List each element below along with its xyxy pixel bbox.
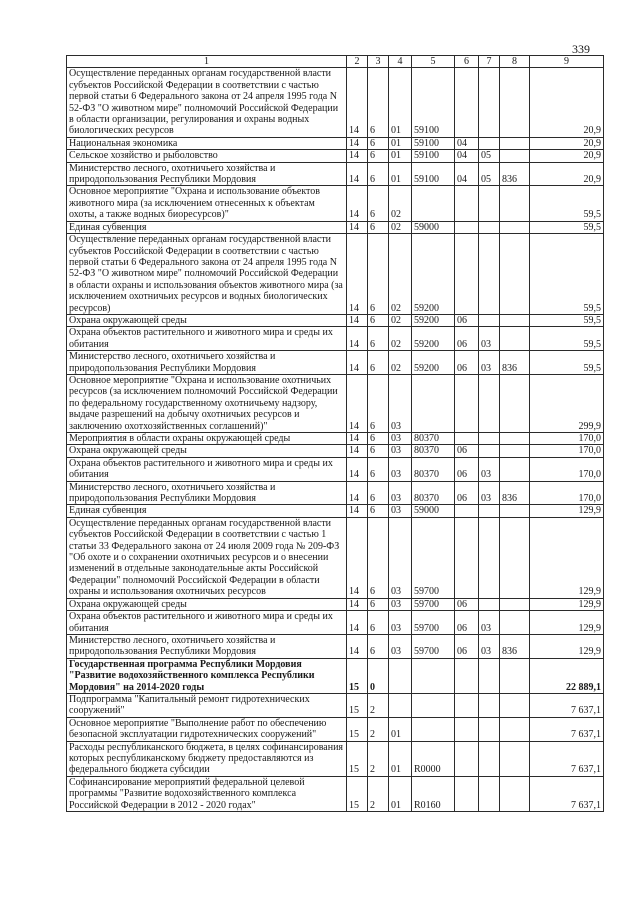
code-cell: 14 bbox=[347, 314, 368, 326]
code-cell: 80370 bbox=[412, 457, 455, 481]
code-cell: 6 bbox=[368, 505, 389, 517]
code-cell: 6 bbox=[368, 150, 389, 162]
header-row bbox=[67, 56, 604, 68]
code-cell bbox=[455, 693, 479, 717]
row-name: Охрана окружающей среды bbox=[67, 314, 347, 326]
table-row bbox=[67, 137, 604, 149]
code-cell: 03 bbox=[389, 598, 412, 610]
table-body bbox=[67, 68, 604, 812]
code-cell: 14 bbox=[347, 445, 368, 457]
code-cell bbox=[455, 433, 479, 445]
code-cell bbox=[479, 433, 500, 445]
code-cell: 03 bbox=[389, 445, 412, 457]
row-name: Основное мероприятие "Выполнение работ по обеспечению безопасной эксплуатации гидротехнических сооружений" bbox=[67, 717, 347, 741]
code-cell: 59200 bbox=[412, 314, 455, 326]
amount-cell: 59,5 bbox=[530, 314, 604, 326]
table-row bbox=[67, 374, 604, 432]
code-cell: 14 bbox=[347, 634, 368, 658]
code-cell: 2 bbox=[368, 741, 389, 776]
code-cell: 15 bbox=[347, 693, 368, 717]
code-cell bbox=[500, 374, 530, 432]
amount-cell: 129,9 bbox=[530, 517, 604, 598]
code-cell bbox=[500, 186, 530, 221]
code-cell bbox=[479, 445, 500, 457]
code-cell bbox=[500, 68, 530, 137]
code-cell: 05 bbox=[479, 150, 500, 162]
table-row bbox=[67, 150, 604, 162]
table-row bbox=[67, 186, 604, 221]
code-cell bbox=[455, 658, 479, 693]
column-header: 3 bbox=[368, 56, 389, 68]
table-row bbox=[67, 693, 604, 717]
code-cell bbox=[412, 374, 455, 432]
code-cell bbox=[479, 598, 500, 610]
column-header: 1 bbox=[67, 56, 347, 68]
code-cell bbox=[500, 717, 530, 741]
table-row bbox=[67, 162, 604, 186]
code-cell: 14 bbox=[347, 374, 368, 432]
code-cell: 06 bbox=[455, 598, 479, 610]
code-cell: 6 bbox=[368, 137, 389, 149]
code-cell bbox=[479, 517, 500, 598]
amount-cell: 129,9 bbox=[530, 505, 604, 517]
code-cell: 01 bbox=[389, 137, 412, 149]
code-cell bbox=[479, 505, 500, 517]
row-name: Охрана объектов растительного и животного мира и среды их обитания bbox=[67, 327, 347, 351]
row-name: Национальная экономика bbox=[67, 137, 347, 149]
code-cell: 14 bbox=[347, 351, 368, 375]
code-cell bbox=[455, 186, 479, 221]
code-cell bbox=[500, 234, 530, 315]
code-cell bbox=[479, 186, 500, 221]
row-name: Осуществление переданных органам государственной власти субъектов Российской Федерации в соответствии с частью первой статьи 6 Федерального закона от 24 апреля 1995 года N 52-ФЗ "О животном мире" полномочий Российской Федерации в области организации, регулирования и охраны водных биологических ресурсов bbox=[67, 68, 347, 137]
row-name: Охрана объектов растительного и животного мира и среды их обитания bbox=[67, 611, 347, 635]
amount-cell: 170,0 bbox=[530, 481, 604, 505]
code-cell: 836 bbox=[500, 162, 530, 186]
code-cell: 03 bbox=[479, 634, 500, 658]
code-cell: 03 bbox=[389, 517, 412, 598]
row-name: Охрана объектов растительного и животного мира и среды их обитания bbox=[67, 457, 347, 481]
table-row bbox=[67, 741, 604, 776]
code-cell: 14 bbox=[347, 517, 368, 598]
table-row bbox=[67, 433, 604, 445]
code-cell: 04 bbox=[455, 150, 479, 162]
table-row bbox=[67, 234, 604, 315]
code-cell bbox=[479, 741, 500, 776]
code-cell bbox=[479, 314, 500, 326]
code-cell bbox=[500, 505, 530, 517]
amount-cell: 7 637,1 bbox=[530, 693, 604, 717]
code-cell bbox=[479, 374, 500, 432]
code-cell bbox=[500, 137, 530, 149]
code-cell: 836 bbox=[500, 634, 530, 658]
amount-cell: 59,5 bbox=[530, 186, 604, 221]
code-cell: 59100 bbox=[412, 150, 455, 162]
code-cell: 03 bbox=[479, 611, 500, 635]
code-cell: 6 bbox=[368, 433, 389, 445]
code-cell: 03 bbox=[479, 457, 500, 481]
row-name: Осуществление переданных органам государственной власти субъектов Российской Федерации в соответствии с частью 1 статьи 33 Федерального закона от 24 июля 2009 года № 209-ФЗ "Об охоте и о сохранении охотничьих ресурсов и о внесении изменений в отдельные законодательные акты Российской Федерации" полномочий Российской Федерации в области охраны и использования охотничьих ресурсов bbox=[67, 517, 347, 598]
amount-cell: 129,9 bbox=[530, 598, 604, 610]
code-cell: 14 bbox=[347, 611, 368, 635]
row-name: Основное мероприятие "Охрана и использование охотничьих ресурсов (за исключением полномочий Российской Федерации по федеральному государственному охотничьему надзору, выдаче разрешений на добычу охотничьих ресурсов и заключению охотхозяйственных соглашений)" bbox=[67, 374, 347, 432]
table-row bbox=[67, 776, 604, 811]
column-header: 5 bbox=[412, 56, 455, 68]
code-cell: 6 bbox=[368, 314, 389, 326]
code-cell: 03 bbox=[389, 433, 412, 445]
code-cell: 6 bbox=[368, 457, 389, 481]
code-cell bbox=[479, 658, 500, 693]
code-cell: 03 bbox=[389, 374, 412, 432]
row-name: Охрана окружающей среды bbox=[67, 598, 347, 610]
column-header: 7 bbox=[479, 56, 500, 68]
budget-table bbox=[66, 55, 604, 812]
code-cell: 14 bbox=[347, 186, 368, 221]
code-cell bbox=[479, 68, 500, 137]
code-cell: 06 bbox=[455, 351, 479, 375]
code-cell: 14 bbox=[347, 137, 368, 149]
code-cell bbox=[455, 776, 479, 811]
code-cell bbox=[455, 68, 479, 137]
row-name: Единая субвенция bbox=[67, 221, 347, 233]
code-cell: 03 bbox=[479, 481, 500, 505]
code-cell: 6 bbox=[368, 517, 389, 598]
code-cell bbox=[500, 457, 530, 481]
code-cell: 59700 bbox=[412, 598, 455, 610]
code-cell: R0160 bbox=[412, 776, 455, 811]
code-cell: 03 bbox=[389, 457, 412, 481]
code-cell: 06 bbox=[455, 327, 479, 351]
code-cell: 03 bbox=[479, 351, 500, 375]
code-cell bbox=[455, 517, 479, 598]
code-cell bbox=[500, 517, 530, 598]
table-row bbox=[67, 658, 604, 693]
code-cell bbox=[412, 693, 455, 717]
table-row bbox=[67, 221, 604, 233]
code-cell: 01 bbox=[389, 162, 412, 186]
code-cell: 59200 bbox=[412, 234, 455, 315]
code-cell: 6 bbox=[368, 221, 389, 233]
code-cell bbox=[389, 658, 412, 693]
code-cell: 6 bbox=[368, 634, 389, 658]
code-cell: 6 bbox=[368, 327, 389, 351]
code-cell: 01 bbox=[389, 68, 412, 137]
table-row bbox=[67, 68, 604, 137]
code-cell: 06 bbox=[455, 457, 479, 481]
code-cell: 02 bbox=[389, 314, 412, 326]
code-cell: 14 bbox=[347, 162, 368, 186]
code-cell: R0000 bbox=[412, 741, 455, 776]
code-cell bbox=[500, 221, 530, 233]
code-cell bbox=[455, 234, 479, 315]
code-cell bbox=[479, 137, 500, 149]
code-cell: 14 bbox=[347, 505, 368, 517]
amount-cell: 20,9 bbox=[530, 68, 604, 137]
code-cell: 2 bbox=[368, 776, 389, 811]
code-cell: 59700 bbox=[412, 634, 455, 658]
code-cell: 6 bbox=[368, 481, 389, 505]
code-cell: 6 bbox=[368, 374, 389, 432]
table-row bbox=[67, 445, 604, 457]
code-cell: 14 bbox=[347, 457, 368, 481]
code-cell: 6 bbox=[368, 68, 389, 137]
code-cell: 02 bbox=[389, 186, 412, 221]
amount-cell: 59,5 bbox=[530, 351, 604, 375]
amount-cell: 59,5 bbox=[530, 234, 604, 315]
code-cell: 6 bbox=[368, 351, 389, 375]
table-row bbox=[67, 457, 604, 481]
code-cell: 03 bbox=[389, 634, 412, 658]
code-cell: 02 bbox=[389, 221, 412, 233]
code-cell: 59100 bbox=[412, 162, 455, 186]
code-cell: 05 bbox=[479, 162, 500, 186]
code-cell: 15 bbox=[347, 741, 368, 776]
row-name: Основное мероприятие "Охрана и использование объектов животного мира (за исключением отнесенных к объектам охоты, а также водных биоресурсов)" bbox=[67, 186, 347, 221]
code-cell bbox=[455, 741, 479, 776]
code-cell bbox=[479, 776, 500, 811]
code-cell bbox=[500, 658, 530, 693]
code-cell bbox=[455, 374, 479, 432]
code-cell: 2 bbox=[368, 717, 389, 741]
code-cell: 15 bbox=[347, 717, 368, 741]
code-cell: 6 bbox=[368, 598, 389, 610]
code-cell bbox=[500, 433, 530, 445]
code-cell bbox=[479, 717, 500, 741]
code-cell bbox=[479, 234, 500, 315]
amount-cell: 20,9 bbox=[530, 162, 604, 186]
code-cell: 03 bbox=[389, 505, 412, 517]
row-name: Министерство лесного, охотничьего хозяйства и природопользования Республики Мордовия bbox=[67, 351, 347, 375]
amount-cell: 7 637,1 bbox=[530, 741, 604, 776]
code-cell bbox=[500, 314, 530, 326]
code-cell: 836 bbox=[500, 481, 530, 505]
code-cell: 59700 bbox=[412, 611, 455, 635]
row-name: Мероприятия в области охраны окружающей среды bbox=[67, 433, 347, 445]
row-name: Министерство лесного, охотничьего хозяйства и природопользования Республики Мордовия bbox=[67, 481, 347, 505]
table-row bbox=[67, 634, 604, 658]
code-cell: 01 bbox=[389, 717, 412, 741]
code-cell: 80370 bbox=[412, 445, 455, 457]
code-cell bbox=[500, 611, 530, 635]
code-cell: 59100 bbox=[412, 137, 455, 149]
column-header: 9 bbox=[530, 56, 604, 68]
code-cell: 2 bbox=[368, 693, 389, 717]
code-cell: 02 bbox=[389, 234, 412, 315]
table-row bbox=[67, 351, 604, 375]
code-cell: 15 bbox=[347, 776, 368, 811]
table-row bbox=[67, 717, 604, 741]
amount-cell: 59,5 bbox=[530, 221, 604, 233]
code-cell bbox=[500, 327, 530, 351]
amount-cell: 7 637,1 bbox=[530, 717, 604, 741]
code-cell bbox=[389, 693, 412, 717]
code-cell: 59100 bbox=[412, 68, 455, 137]
code-cell bbox=[455, 221, 479, 233]
code-cell: 03 bbox=[389, 611, 412, 635]
code-cell: 06 bbox=[455, 634, 479, 658]
code-cell bbox=[500, 693, 530, 717]
code-cell: 59700 bbox=[412, 517, 455, 598]
amount-cell: 129,9 bbox=[530, 611, 604, 635]
amount-cell: 20,9 bbox=[530, 137, 604, 149]
table-row bbox=[67, 598, 604, 610]
code-cell: 836 bbox=[500, 351, 530, 375]
code-cell bbox=[479, 693, 500, 717]
code-cell: 04 bbox=[455, 137, 479, 149]
code-cell: 0 bbox=[368, 658, 389, 693]
row-name: Осуществление переданных органам государственной власти субъектов Российской Федерации в соответствии с частью первой статьи 6 Федерального закона от 24 апреля 1995 года N 52-ФЗ "О животном мире" полномочий Российской Федерации в области охраны и использования объектов животного мира (за исключением охотничьих ресурсов и водных биологических ресурсов) bbox=[67, 234, 347, 315]
code-cell: 14 bbox=[347, 481, 368, 505]
column-header: 2 bbox=[347, 56, 368, 68]
amount-cell: 7 637,1 bbox=[530, 776, 604, 811]
table-row bbox=[67, 505, 604, 517]
code-cell: 14 bbox=[347, 234, 368, 315]
code-cell: 6 bbox=[368, 445, 389, 457]
code-cell: 06 bbox=[455, 481, 479, 505]
code-cell: 14 bbox=[347, 68, 368, 137]
code-cell bbox=[412, 186, 455, 221]
code-cell bbox=[479, 221, 500, 233]
row-name: Министерство лесного, охотничьего хозяйства и природопользования Республики Мордовия bbox=[67, 162, 347, 186]
code-cell: 80370 bbox=[412, 481, 455, 505]
table-row bbox=[67, 314, 604, 326]
code-cell bbox=[500, 445, 530, 457]
amount-cell: 170,0 bbox=[530, 445, 604, 457]
code-cell: 14 bbox=[347, 327, 368, 351]
code-cell: 15 bbox=[347, 658, 368, 693]
code-cell: 06 bbox=[455, 314, 479, 326]
code-cell: 02 bbox=[389, 327, 412, 351]
code-cell: 06 bbox=[455, 445, 479, 457]
code-cell: 14 bbox=[347, 221, 368, 233]
row-name: Министерство лесного, охотничьего хозяйства и природопользования Республики Мордовия bbox=[67, 634, 347, 658]
code-cell: 59200 bbox=[412, 351, 455, 375]
code-cell: 59200 bbox=[412, 327, 455, 351]
code-cell: 59000 bbox=[412, 221, 455, 233]
code-cell: 01 bbox=[389, 776, 412, 811]
code-cell: 6 bbox=[368, 611, 389, 635]
code-cell: 01 bbox=[389, 150, 412, 162]
amount-cell: 170,0 bbox=[530, 433, 604, 445]
table-row bbox=[67, 517, 604, 598]
code-cell: 6 bbox=[368, 234, 389, 315]
table-row bbox=[67, 481, 604, 505]
row-name: Расходы республиканского бюджета, в целях софинансирования которых республиканскому бюджету предоставляются из федерального бюджета субсидии bbox=[67, 741, 347, 776]
amount-cell: 129,9 bbox=[530, 634, 604, 658]
table-row bbox=[67, 611, 604, 635]
column-header: 4 bbox=[389, 56, 412, 68]
code-cell: 80370 bbox=[412, 433, 455, 445]
code-cell: 6 bbox=[368, 186, 389, 221]
page-number: 339 bbox=[572, 42, 590, 56]
code-cell bbox=[500, 598, 530, 610]
code-cell: 04 bbox=[455, 162, 479, 186]
code-cell: 01 bbox=[389, 741, 412, 776]
code-cell: 59000 bbox=[412, 505, 455, 517]
amount-cell: 170,0 bbox=[530, 457, 604, 481]
code-cell: 03 bbox=[479, 327, 500, 351]
amount-cell: 59,5 bbox=[530, 327, 604, 351]
amount-cell: 20,9 bbox=[530, 150, 604, 162]
row-name: Софинансирование мероприятий федеральной целевой программы "Развитие водохозяйственного комплекса Российской Федерации в 2012 - 2020 годах" bbox=[67, 776, 347, 811]
code-cell: 02 bbox=[389, 351, 412, 375]
table-row bbox=[67, 327, 604, 351]
code-cell: 14 bbox=[347, 150, 368, 162]
code-cell: 6 bbox=[368, 162, 389, 186]
row-name: Подпрограмма "Капитальный ремонт гидротехнических сооружений" bbox=[67, 693, 347, 717]
code-cell: 14 bbox=[347, 598, 368, 610]
code-cell: 14 bbox=[347, 433, 368, 445]
code-cell: 03 bbox=[389, 481, 412, 505]
row-name: Сельское хозяйство и рыболовство bbox=[67, 150, 347, 162]
row-name: Охрана окружающей среды bbox=[67, 445, 347, 457]
amount-cell: 299,9 bbox=[530, 374, 604, 432]
code-cell bbox=[455, 505, 479, 517]
code-cell bbox=[412, 658, 455, 693]
code-cell: 06 bbox=[455, 611, 479, 635]
code-cell bbox=[500, 776, 530, 811]
column-header: 8 bbox=[500, 56, 530, 68]
row-name: Государственная программа Республики Мордовия "Развитие водохозяйственного комплекса Республики Мордовия" на 2014-2020 годы bbox=[67, 658, 347, 693]
row-name: Единая субвенция bbox=[67, 505, 347, 517]
column-header: 6 bbox=[455, 56, 479, 68]
code-cell bbox=[500, 150, 530, 162]
code-cell bbox=[500, 741, 530, 776]
amount-cell: 22 889,1 bbox=[530, 658, 604, 693]
code-cell bbox=[455, 717, 479, 741]
code-cell bbox=[412, 717, 455, 741]
